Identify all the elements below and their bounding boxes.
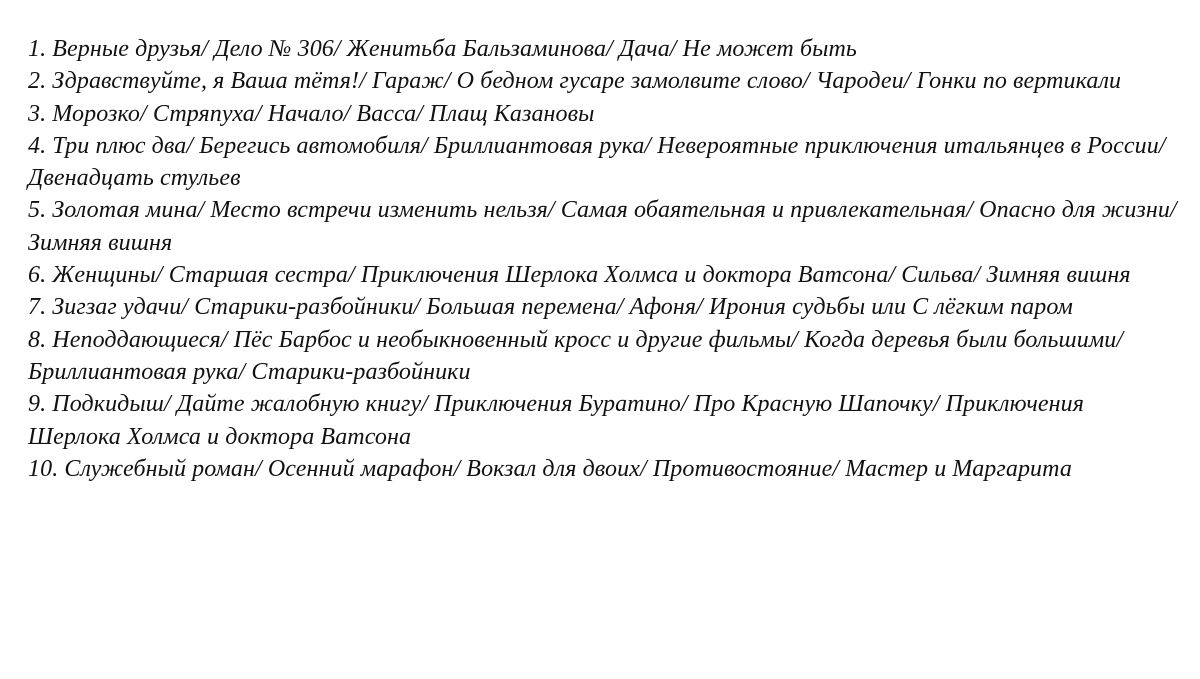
list-item-1: 1. Верные друзья/ Дело № 306/ Женитьба Бальзаминова/ Дача/ Не может быть xyxy=(28,36,857,62)
film-list xyxy=(28,33,1178,485)
list-item-5: 5. Золотая мина/ Место встречи изменить нельзя/ Самая обаятельная и привлекательная/ Опасно для жизни/ Зимняя вишня xyxy=(28,197,1177,256)
list-item-7: 7. Зигзаг удачи/ Старики-разбойники/ Большая перемена/ Афоня/ Ирония судьбы или С лёгким паром xyxy=(28,294,1073,321)
list-item-3: 3. Морозко/ Стряпуха/ Начало/ Васса/ Плащ Казановы xyxy=(28,100,595,127)
list-item-2: 2. Здравствуйте, я Ваша тётя!/ Гараж/ О бедном гусаре замолвите слово/ Чародеи/ Гонки по вертикали xyxy=(28,68,1122,95)
list-item-10: 10. Служебный роман/ Осенний марафон/ Вокзал для двоих/ Противостояние/ Мастер и Маргарита xyxy=(28,455,1072,482)
list-item-9: 9. Подкидыш/ Дайте жалобную книгу/ Приключения Буратино/ Про Красную Шапочку/ Приключения Шерлока Холмса и доктора Ватсона xyxy=(28,391,1084,450)
list-item-8: 8. Неподдающиеся/ Пёс Барбос и необыкновенный кросс и другие фильмы/ Когда деревья были большими/ Бриллиантовая рука/ Старики-разбойники xyxy=(28,326,1124,385)
list-item-4: 4. Три плюс два/ Берегись автомобиля/ Бриллиантовая рука/ Невероятные приключения итальянцев в России/ Двенадцать стульев xyxy=(28,132,1166,192)
list-item-6: 6. Женщины/ Старшая сестра/ Приключения Шерлока Холмса и доктора Ватсона/ Сильва/ Зимняя вишня xyxy=(28,262,1131,289)
